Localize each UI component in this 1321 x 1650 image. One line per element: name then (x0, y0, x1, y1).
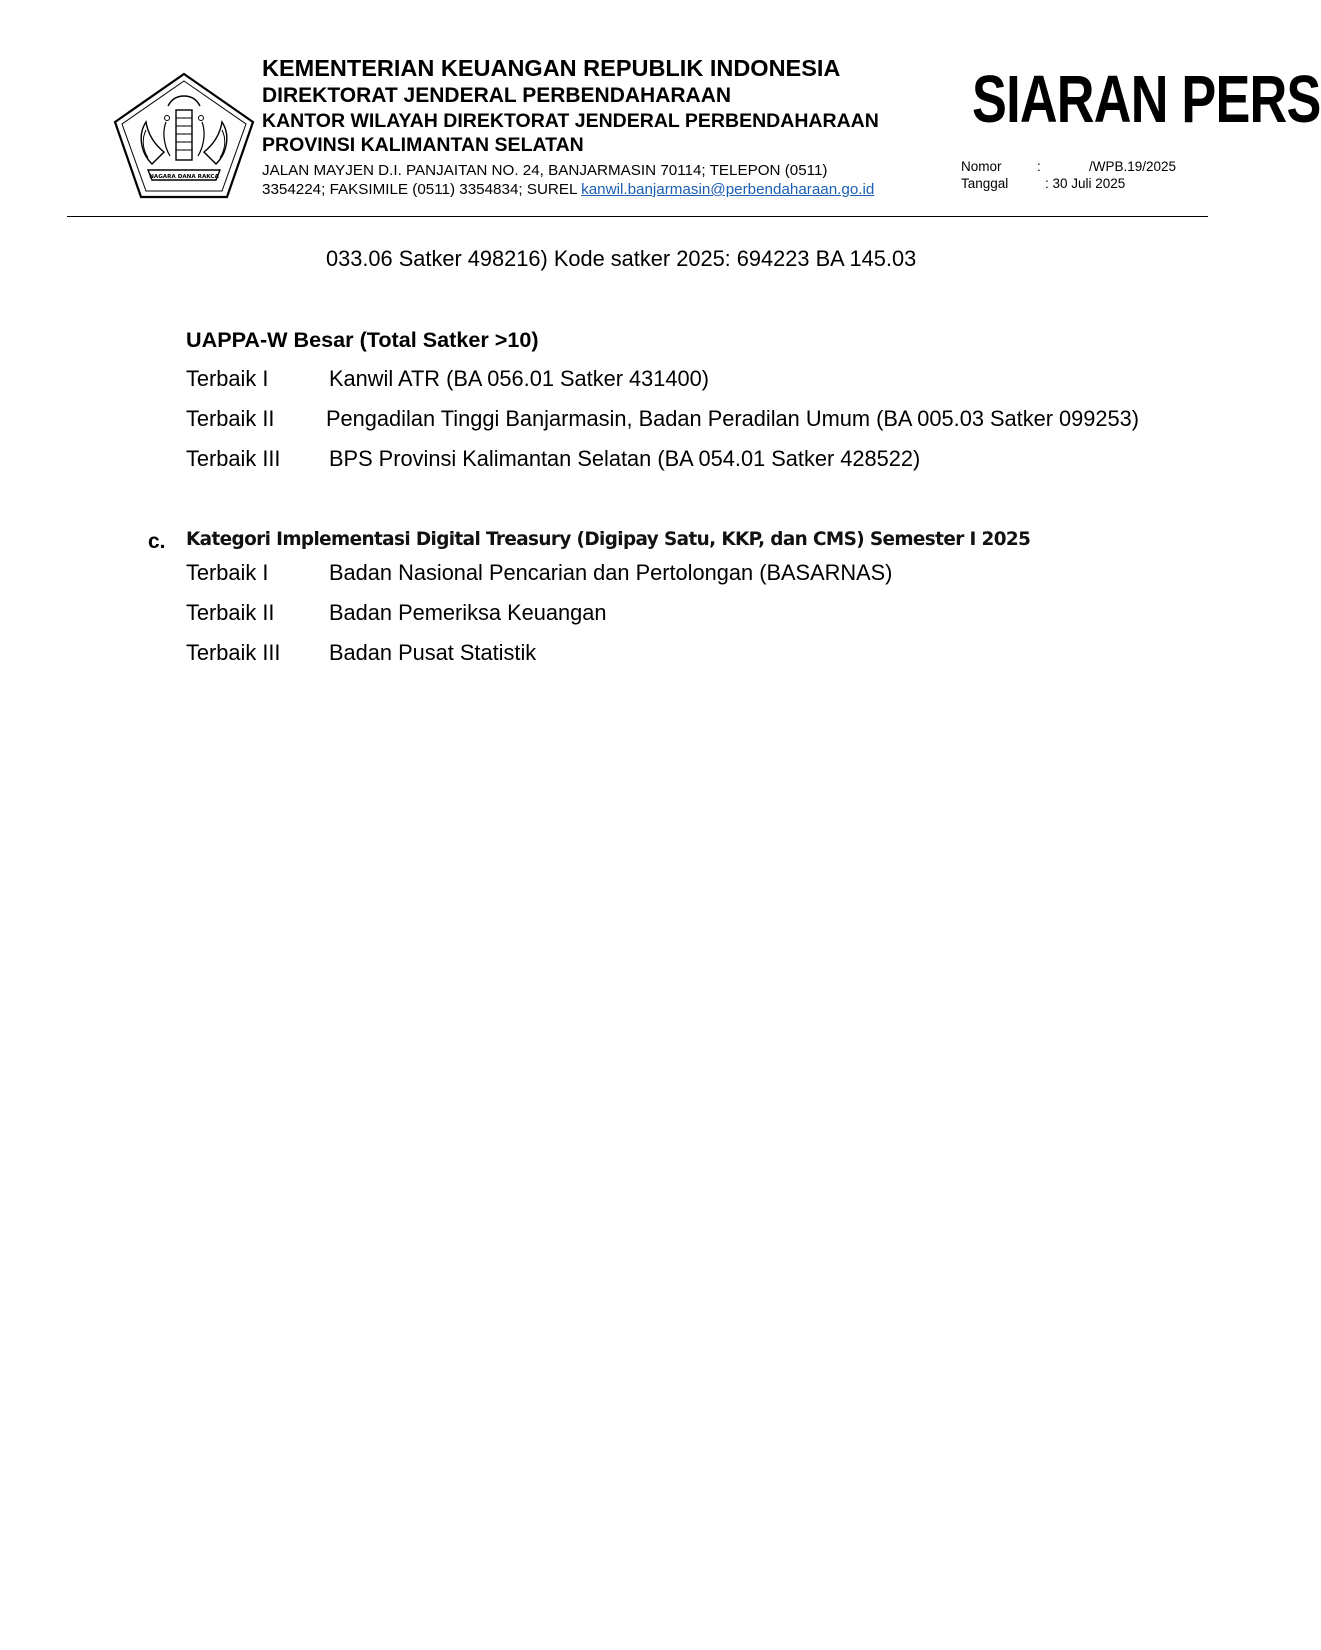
winner-name: Kanwil ATR (BA 056.01 Satker 431400) (329, 366, 710, 391)
tanggal-value: : 30 Juli 2025 (1045, 176, 1126, 191)
uappa-row (186, 408, 1246, 434)
continuation-line: 033.06 Satker 498216) Kode satker 2025: 694223 BA 145.03 (326, 246, 917, 271)
address-line-1: JALAN MAYJEN D.I. PANJAITAN NO. 24, BANJARMASIN 70114; TELEPON (0511) (262, 162, 828, 179)
nomor-value: /WPB.19/2025 (1089, 159, 1177, 174)
winner-name: Pengadilan Tinggi Banjarmasin, Badan Peradilan Umum (BA 005.03 Satker 099253) (326, 406, 1140, 431)
nomor-colon: : (1037, 159, 1041, 174)
email-link[interactable]: kanwil.banjarmasin@perbendaharaan.go.id (581, 181, 875, 198)
logo-caption: NAGARA DANA RAKCA (149, 174, 219, 180)
category-c-heading: Kategori Implementasi Digital Treasury (Digipay Satu, KKP, dan CMS) Semester I 2025 (186, 529, 1031, 550)
rank-label: Terbaik III (186, 446, 281, 471)
category-c-marker: c. (148, 530, 166, 553)
winner-name: Badan Pusat Statistik (329, 640, 537, 665)
category-c-row (186, 562, 1246, 588)
directorate-name: DIREKTORAT JENDERAL PERBENDAHARAAN (262, 84, 732, 107)
rank-label: Terbaik II (186, 406, 275, 431)
address-line-2 (262, 180, 874, 199)
press-release-title: SIARAN PERS (972, 62, 1321, 137)
uappa-section-heading: UAPPA-W Besar (Total Satker >10) (186, 327, 539, 352)
ministry-emblem-logo (112, 72, 256, 200)
office-address (262, 161, 874, 199)
ministry-name: KEMENTERIAN KEUANGAN REPUBLIK INDONESIA (262, 55, 841, 81)
rank-label: Terbaik I (186, 560, 269, 585)
province-name: PROVINSI KALIMANTAN SELATAN (262, 134, 584, 156)
tanggal-label: Tanggal (961, 176, 1009, 191)
winner-name: BPS Provinsi Kalimantan Selatan (BA 054.01 Satker 428522) (329, 446, 921, 471)
rank-label: Terbaik II (186, 600, 275, 625)
uappa-row (186, 368, 1246, 394)
rank-label: Terbaik I (186, 366, 269, 391)
category-c-row (186, 642, 1246, 668)
address-line-2-prefix: 3354224; FAKSIMILE (0511) 3354834; SUREL (262, 181, 582, 198)
rank-label: Terbaik III (186, 640, 281, 665)
category-c-row (186, 602, 1246, 628)
nomor-label: Nomor (961, 159, 1002, 174)
winner-name: Badan Pemeriksa Keuangan (329, 600, 607, 625)
regional-office-name: KANTOR WILAYAH DIREKTORAT JENDERAL PERBENDAHARAAN (262, 110, 879, 132)
header-divider (67, 216, 1208, 217)
winner-name: Badan Nasional Pencarian dan Pertolongan (BASARNAS) (329, 560, 893, 585)
uappa-row (186, 448, 1246, 474)
